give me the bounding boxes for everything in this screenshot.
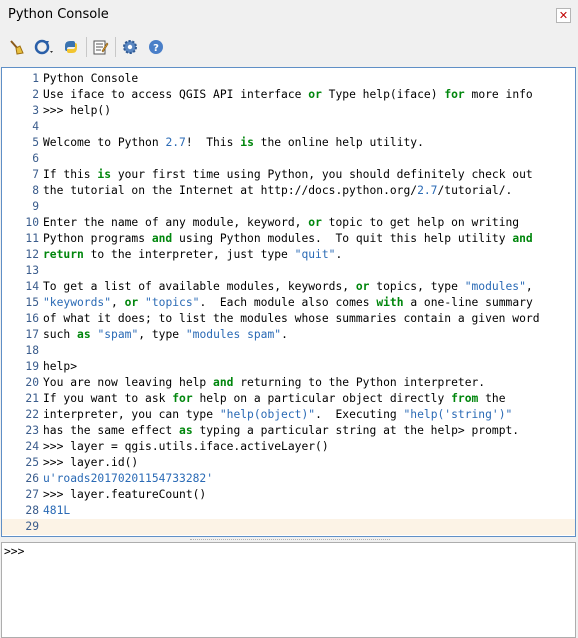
console-line bbox=[2, 439, 576, 455]
code-token: as bbox=[179, 424, 193, 437]
code-token: >>> layer = qgis.utils.iface.activeLayer() bbox=[43, 440, 329, 453]
line-number: 1 bbox=[32, 72, 39, 85]
line-number: 11 bbox=[25, 232, 39, 245]
close-button[interactable]: ✕ bbox=[556, 8, 571, 23]
code-token: topic to get help on writing bbox=[321, 216, 520, 229]
console-line bbox=[2, 487, 576, 503]
line-number: 10 bbox=[25, 216, 39, 229]
line-text bbox=[43, 215, 519, 231]
line-number: 23 bbox=[25, 424, 39, 437]
console-line bbox=[2, 503, 576, 519]
code-token: the tutorial on the Internet at http://docs.python.org/ bbox=[43, 184, 418, 197]
console-line bbox=[2, 311, 576, 327]
line-number: 25 bbox=[25, 456, 39, 469]
refresh-run-icon bbox=[34, 38, 54, 56]
console-line bbox=[2, 519, 576, 535]
line-text bbox=[43, 407, 512, 423]
help-button[interactable] bbox=[145, 36, 167, 58]
code-token: interpreter, you can type bbox=[43, 408, 220, 421]
code-token: typing a particular string at the help> prompt. bbox=[192, 424, 520, 437]
line-number: 24 bbox=[25, 440, 39, 453]
python-icon bbox=[62, 38, 80, 56]
code-token: or bbox=[308, 88, 322, 101]
line-number: 27 bbox=[25, 488, 39, 501]
code-token: >>> help() bbox=[43, 104, 112, 117]
code-token: or bbox=[355, 280, 370, 293]
code-token: help on a particular object directly bbox=[192, 392, 452, 405]
help-icon bbox=[147, 38, 165, 56]
console-line bbox=[2, 119, 576, 135]
code-token: to the interpreter, just type bbox=[83, 248, 295, 261]
code-token: and bbox=[151, 232, 173, 245]
console-line bbox=[2, 183, 576, 199]
code-token: for bbox=[172, 392, 193, 405]
code-token: . bbox=[281, 328, 288, 341]
code-token: return bbox=[43, 248, 84, 261]
console-line bbox=[2, 423, 576, 439]
code-token: help> bbox=[43, 360, 78, 373]
line-number: 21 bbox=[25, 392, 39, 405]
line-text bbox=[43, 455, 138, 471]
line-text bbox=[43, 103, 111, 119]
line-text bbox=[43, 487, 206, 503]
code-token: the online help utility. bbox=[253, 136, 424, 149]
line-number: 9 bbox=[32, 200, 39, 213]
toolbar-separator bbox=[115, 37, 116, 57]
code-token: or bbox=[308, 216, 322, 229]
line-number: 2 bbox=[32, 88, 39, 101]
line-text bbox=[43, 439, 329, 455]
code-token: and bbox=[512, 232, 533, 245]
show-editor-button[interactable] bbox=[89, 36, 111, 58]
line-text bbox=[43, 503, 70, 519]
code-token: To get a list of available modules, keywords, bbox=[43, 280, 356, 293]
code-token: "help('string')" bbox=[403, 408, 513, 421]
clear-console-button[interactable] bbox=[5, 36, 27, 58]
line-number: 16 bbox=[25, 312, 39, 325]
code-token: of what it does; to list the modules whose summaries contain a given word bbox=[43, 312, 540, 325]
code-token: ! This bbox=[185, 136, 241, 149]
code-token: more info bbox=[464, 88, 533, 101]
code-token: . Each module also comes bbox=[199, 296, 377, 309]
line-number: 6 bbox=[32, 152, 39, 165]
code-token: You are now leaving help bbox=[43, 376, 214, 389]
console-line bbox=[2, 71, 576, 87]
code-token: Use iface to access QGIS API interface bbox=[43, 88, 309, 101]
console-line bbox=[2, 407, 576, 423]
code-token: is bbox=[97, 168, 112, 181]
console-line bbox=[2, 279, 576, 295]
line-text bbox=[43, 295, 533, 311]
console-line bbox=[2, 135, 576, 151]
code-token: returning to the Python interpreter. bbox=[233, 376, 486, 389]
line-text bbox=[43, 71, 138, 87]
code-token: >>> layer.featureCount() bbox=[43, 488, 207, 501]
code-token: such bbox=[43, 328, 78, 341]
code-token: is bbox=[240, 136, 254, 149]
code-token: and bbox=[213, 376, 234, 389]
console-line bbox=[2, 263, 576, 279]
code-token: If this bbox=[43, 168, 98, 181]
code-token: for bbox=[444, 88, 465, 101]
line-text bbox=[43, 423, 519, 439]
line-text bbox=[43, 359, 77, 375]
line-number: 18 bbox=[25, 344, 39, 357]
code-token: with bbox=[376, 296, 404, 309]
console-line bbox=[2, 167, 576, 183]
line-number: 15 bbox=[25, 296, 39, 309]
settings-button[interactable] bbox=[119, 36, 141, 58]
line-number: 28 bbox=[25, 504, 39, 517]
line-number: 14 bbox=[25, 280, 39, 293]
code-token: , type bbox=[138, 328, 186, 341]
line-text bbox=[43, 183, 512, 199]
code-token: using Python modules. To quit this help utility bbox=[172, 232, 513, 245]
code-token: 481L bbox=[43, 504, 71, 517]
line-text bbox=[43, 231, 533, 247]
gear-icon bbox=[121, 38, 139, 56]
line-text bbox=[43, 375, 485, 391]
code-token: , bbox=[111, 296, 125, 309]
code-token: a one-line summary bbox=[403, 296, 533, 309]
editor-icon bbox=[91, 38, 109, 56]
console-line bbox=[2, 327, 576, 343]
line-number: 8 bbox=[32, 184, 39, 197]
line-text bbox=[43, 471, 213, 487]
code-token: "keywords" bbox=[43, 296, 112, 309]
line-number: 29 bbox=[25, 520, 39, 533]
code-token: the bbox=[478, 392, 506, 405]
code-token: Welcome to Python bbox=[43, 136, 166, 149]
console-line bbox=[2, 215, 576, 231]
code-token: . bbox=[335, 248, 343, 261]
window-title: Python Console bbox=[8, 7, 109, 22]
splitter-grip[interactable] bbox=[190, 539, 390, 541]
console-line bbox=[2, 359, 576, 375]
line-text bbox=[43, 311, 540, 327]
code-token: 2.7 bbox=[417, 184, 438, 197]
code-token: If you want to ask bbox=[43, 392, 173, 405]
line-number: 22 bbox=[25, 408, 39, 421]
line-number: 7 bbox=[32, 168, 39, 181]
code-token: >>> layer.id() bbox=[43, 456, 139, 469]
code-token: Python programs bbox=[43, 232, 152, 245]
line-number: 12 bbox=[25, 248, 39, 261]
line-number: 4 bbox=[32, 120, 39, 133]
code-token: /tutorial/. bbox=[437, 184, 513, 197]
code-token: Enter the name of any module, keyword, bbox=[43, 216, 309, 229]
console-line bbox=[2, 151, 576, 167]
line-text bbox=[43, 247, 342, 263]
console-output-area[interactable] bbox=[1, 67, 576, 537]
console-line bbox=[2, 343, 576, 359]
code-token: "help(object)" bbox=[219, 408, 316, 421]
line-number: 20 bbox=[25, 376, 39, 389]
input-prompt: >>> bbox=[4, 545, 25, 558]
console-line bbox=[2, 103, 576, 119]
toolbar-separator bbox=[86, 37, 87, 57]
line-number: 26 bbox=[25, 472, 39, 485]
svg-text:?: ? bbox=[153, 43, 159, 54]
code-token: , bbox=[525, 280, 533, 293]
code-token: "quit" bbox=[294, 248, 336, 261]
console-line bbox=[2, 247, 576, 263]
line-number: 17 bbox=[25, 328, 39, 341]
console-line bbox=[2, 375, 576, 391]
line-text bbox=[43, 135, 424, 151]
code-token: your first time using Python, you should definitely check out bbox=[111, 168, 533, 181]
line-text bbox=[43, 279, 533, 295]
line-number: 13 bbox=[25, 264, 39, 277]
line-text bbox=[43, 87, 533, 103]
code-token: from bbox=[451, 392, 479, 405]
code-token: "spam" bbox=[97, 328, 139, 341]
code-token: Type help(iface) bbox=[321, 88, 445, 101]
code-token: u'roads20170201154733282' bbox=[43, 472, 214, 485]
code-token: 2.7 bbox=[165, 136, 186, 149]
code-token: . Executing bbox=[315, 408, 404, 421]
console-line bbox=[2, 471, 576, 487]
code-token: or bbox=[124, 296, 139, 309]
run-command-button[interactable] bbox=[33, 36, 55, 58]
code-token: Python Console bbox=[43, 72, 139, 85]
console-input-area[interactable] bbox=[1, 542, 576, 638]
console-line bbox=[2, 295, 576, 311]
code-token: "modules spam" bbox=[185, 328, 282, 341]
console-line bbox=[2, 455, 576, 471]
broom-icon bbox=[7, 38, 25, 56]
code-token: "modules" bbox=[464, 280, 526, 293]
console-line bbox=[2, 391, 576, 407]
line-number: 5 bbox=[32, 136, 39, 149]
code-token: as bbox=[77, 328, 91, 341]
code-token: topics, type bbox=[369, 280, 465, 293]
import-class-button[interactable] bbox=[60, 36, 82, 58]
console-line bbox=[2, 87, 576, 103]
code-token: has the same effect bbox=[43, 424, 180, 437]
console-line bbox=[2, 231, 576, 247]
line-number: 19 bbox=[25, 360, 39, 373]
line-text bbox=[43, 327, 288, 343]
title-bar bbox=[0, 0, 578, 31]
console-toolbar bbox=[0, 31, 578, 61]
line-text bbox=[43, 391, 506, 407]
line-text bbox=[43, 167, 533, 183]
code-token: "topics" bbox=[145, 296, 200, 309]
console-line bbox=[2, 199, 576, 215]
line-number: 3 bbox=[32, 104, 39, 117]
